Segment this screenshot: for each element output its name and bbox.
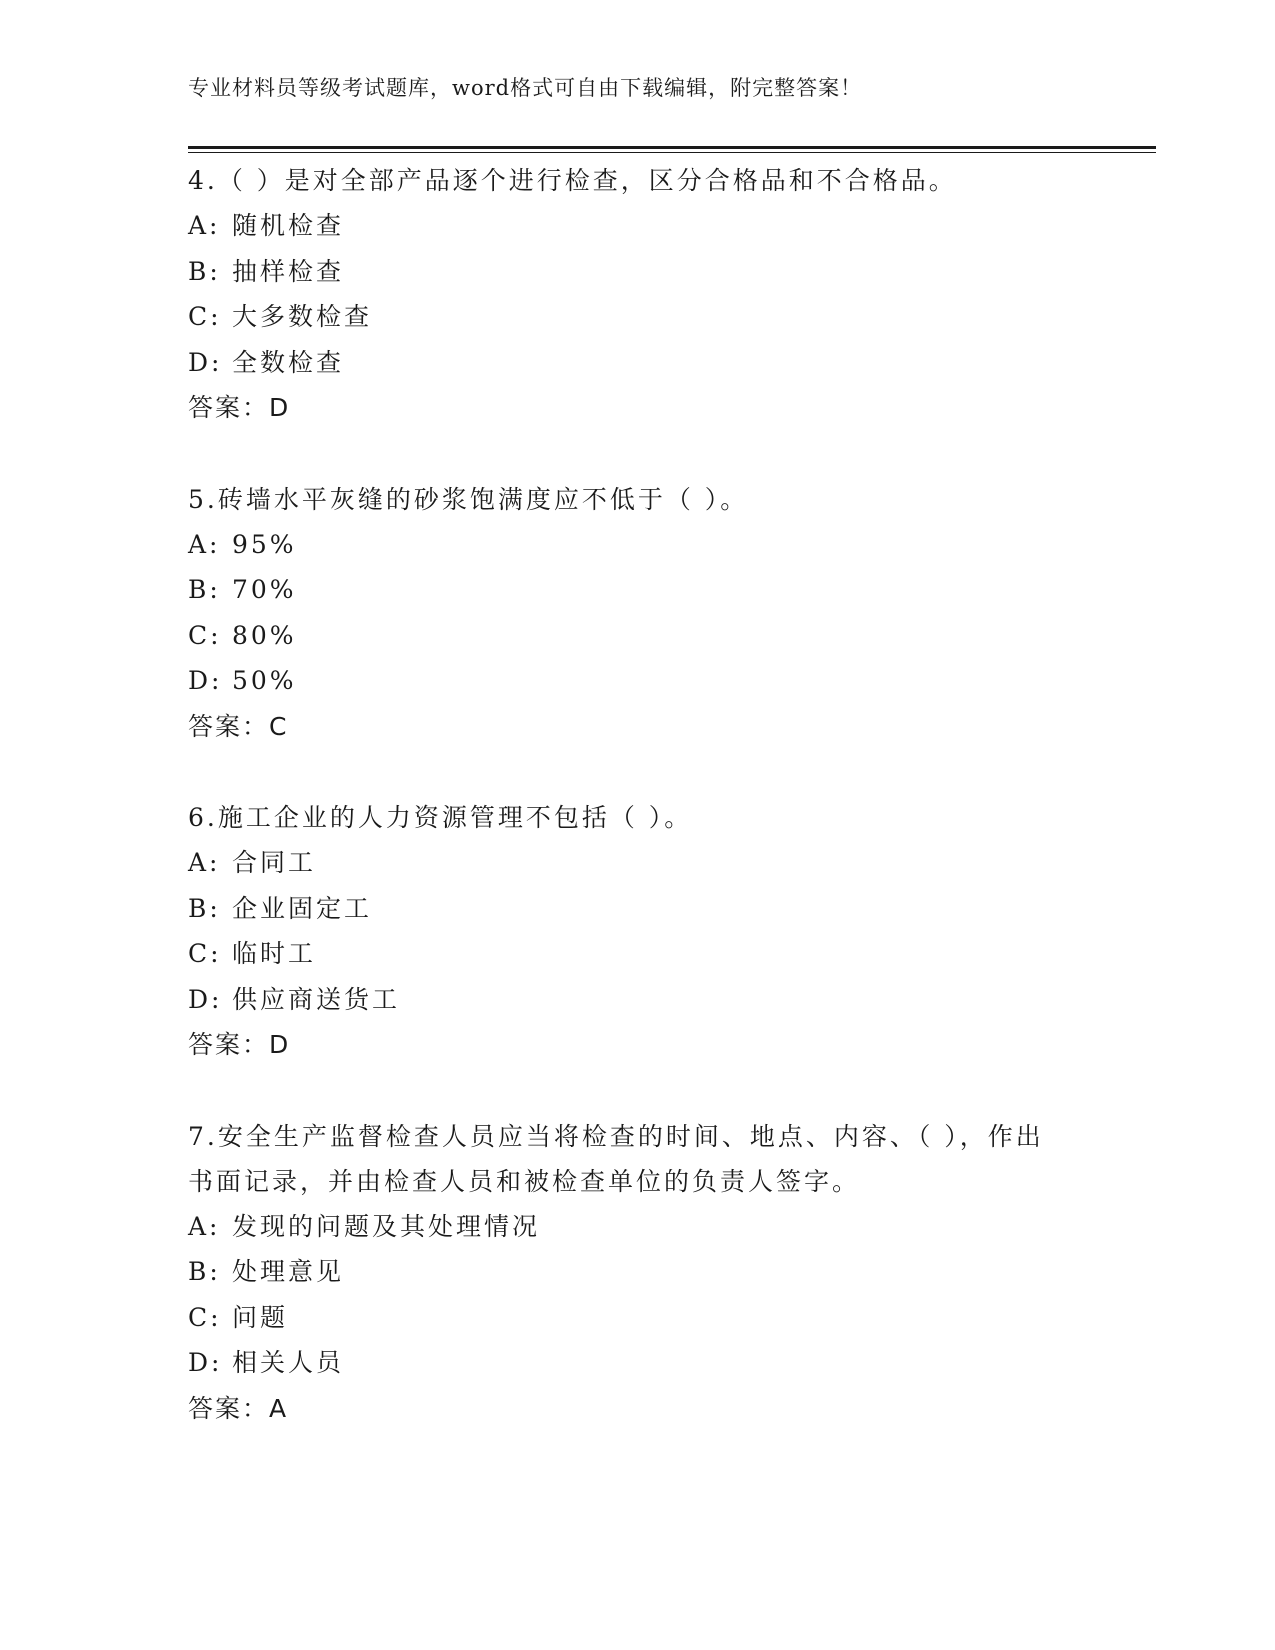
question-item — [188, 1114, 1068, 1432]
option-text: 70% — [232, 575, 297, 604]
option-b — [188, 567, 1068, 613]
option-text: 临时工 — [232, 939, 317, 968]
option-a — [188, 1204, 1068, 1250]
option-text: 合同工 — [232, 848, 317, 877]
option-letter: A: — [188, 211, 221, 240]
option-c — [188, 294, 1068, 340]
question-text: 6.施工企业的人力资源管理不包括（ ）。 — [188, 803, 693, 832]
option-d — [188, 658, 1068, 704]
answer-text: 答案：A — [188, 1393, 289, 1423]
question-text: 7.安全生产监督检查人员应当将检查的时间、地点、内容、（ ），作出书面记录，并由检查人员和被检查单位的负责人签字。 — [188, 1121, 1044, 1196]
option-letter: D: — [188, 1348, 223, 1377]
option-c — [188, 1295, 1068, 1341]
option-letter: C: — [188, 620, 222, 650]
option-text: 大多数检查 — [232, 302, 373, 331]
option-text: 80% — [232, 620, 297, 650]
option-text: 处理意见 — [232, 1257, 345, 1286]
question-text: 5.砖墙水平灰缝的砂浆饱满度应不低于（ ）。 — [188, 484, 749, 514]
option-d — [188, 340, 1068, 386]
answer-text: 答案：D — [188, 1030, 291, 1059]
option-letter: B: — [188, 893, 221, 923]
option-text: 相关人员 — [232, 1348, 345, 1377]
option-c — [188, 613, 1068, 659]
option-letter: C: — [188, 1302, 222, 1332]
option-text: 全数检查 — [232, 347, 345, 377]
question-text: 4.（ ）是对全部产品逐个进行检查，区分合格品和不合格品。 — [188, 166, 957, 195]
option-letter: A: — [188, 529, 221, 559]
option-letter: A: — [188, 1211, 221, 1241]
question-item — [188, 158, 1068, 431]
option-text: 随机检查 — [232, 211, 345, 240]
option-text: 供应商送货工 — [232, 984, 401, 1014]
answer-text: 答案：C — [188, 711, 289, 741]
option-letter: C: — [188, 939, 222, 968]
option-c — [188, 931, 1068, 977]
option-d — [188, 977, 1068, 1023]
option-a — [188, 522, 1068, 568]
header-rule-thick — [188, 146, 1156, 149]
question-item — [188, 795, 1068, 1068]
option-text: 50% — [232, 666, 297, 695]
option-letter: D: — [188, 666, 223, 695]
option-b — [188, 249, 1068, 295]
option-letter: B: — [188, 256, 221, 286]
option-letter: C: — [188, 302, 222, 331]
option-letter: B: — [188, 575, 221, 604]
option-text: 抽样检查 — [232, 256, 345, 286]
option-letter: D: — [188, 984, 223, 1014]
question-item — [188, 477, 1068, 750]
option-text: 问题 — [232, 1302, 289, 1332]
option-letter: D: — [188, 347, 223, 377]
option-b — [188, 886, 1068, 932]
option-text: 企业固定工 — [232, 893, 373, 923]
option-letter: B: — [188, 1257, 221, 1286]
option-letter: A: — [188, 848, 221, 877]
answer-text: 答案：D — [188, 393, 291, 422]
header-rule-thin — [188, 152, 1156, 153]
question-list — [188, 158, 1068, 1477]
option-a — [188, 203, 1068, 249]
document-header: 专业材料员等级考试题库，word格式可自由下载编辑，附完整答案！ — [188, 76, 863, 100]
option-d — [188, 1340, 1068, 1386]
option-text: 发现的问题及其处理情况 — [232, 1211, 541, 1241]
option-a — [188, 840, 1068, 886]
option-b — [188, 1249, 1068, 1295]
option-text: 95% — [232, 529, 297, 559]
